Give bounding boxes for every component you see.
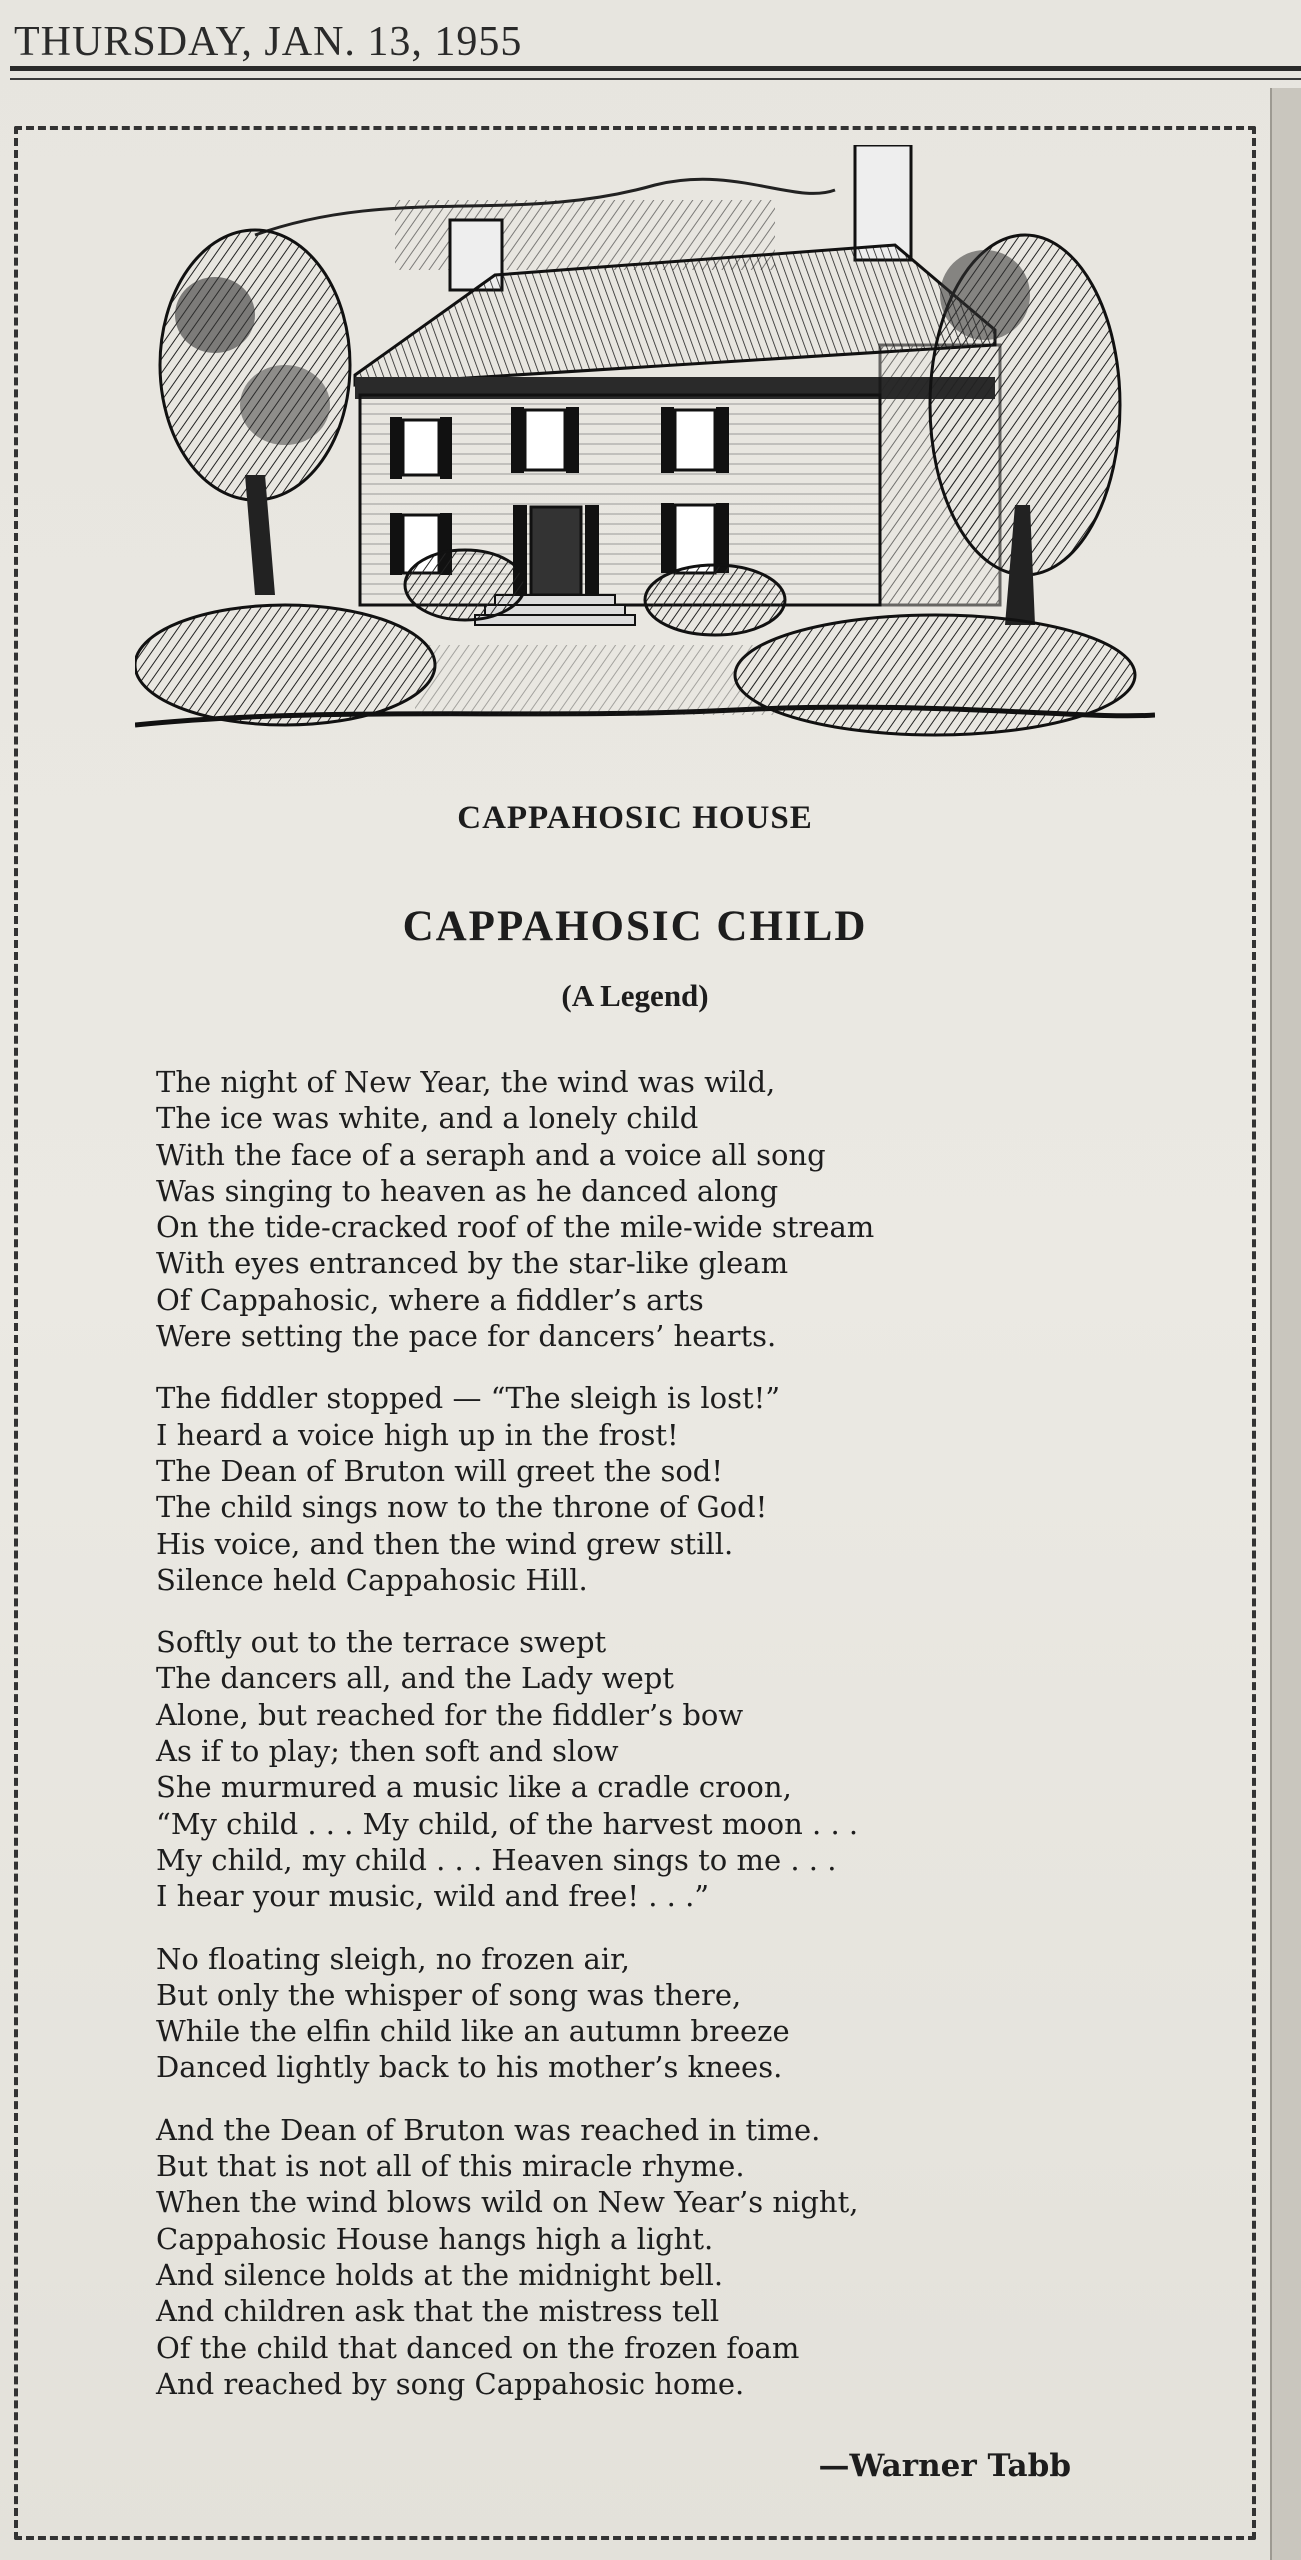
poem-line: Alone, but reached for the fiddler’s bow [156, 1697, 744, 1732]
poem-stanza [156, 1380, 1156, 1598]
header-rule-thin [10, 78, 1301, 80]
poem-line: Was singing to heaven as he danced along [156, 1173, 779, 1208]
poem-line: The night of New Year, the wind was wild, [156, 1065, 776, 1099]
poem-line: But only the whisper of song was there, [156, 1977, 742, 2012]
header-rule [10, 66, 1301, 71]
poem-line: With the face of a seraph and a voice all song [156, 1137, 826, 1172]
poem-line: When the wind blows wild on New Year’s night, [156, 2185, 859, 2220]
poem-line: And silence holds at the midnight bell. [156, 2257, 724, 2292]
poem-stanza [156, 2112, 1156, 2402]
poem-line: As if to play; then soft and slow [156, 1734, 619, 1769]
poem-line: Softly out to the terrace swept [156, 1625, 607, 1660]
poem-line: The fiddler stopped — “The sleigh is lost!” [156, 1381, 781, 1416]
poem-line: The dancers all, and the Lady wept [156, 1661, 674, 1696]
poem-line: The Dean of Bruton will greet the sod! [156, 1453, 724, 1488]
poem-line: “My child . . . My child, of the harvest moon . . . [156, 1806, 859, 1841]
poem-line: Cappahosic House hangs high a light. [156, 2221, 714, 2256]
poem-line: Of Cappahosic, where a fiddler’s arts [156, 1282, 704, 1317]
poem-stanza [156, 1624, 1156, 1914]
poem-line: His voice, and then the wind grew still. [156, 1526, 734, 1561]
poem-line: The ice was white, and a lonely child [156, 1101, 699, 1136]
poem-line: My child, my child . . . Heaven sings to me . . . [156, 1842, 837, 1877]
poem-line: The child sings now to the throne of God! [156, 1490, 768, 1525]
poem-line: And reached by song Cappahosic home. [156, 2366, 745, 2401]
poem-line: Danced lightly back to his mother’s knees. [156, 2050, 783, 2085]
poem-line: She murmured a music like a cradle croon, [156, 1770, 792, 1805]
poem-line: And children ask that the mistress tell [156, 2294, 720, 2329]
poem-line: I hear your music, wild and free! . . .” [156, 1879, 710, 1914]
poem-title: CAPPAHOSIC CHILD [402, 903, 868, 950]
dateline: THURSDAY, JAN. 13, 1955 [14, 19, 523, 65]
house-engraving-icon [135, 145, 1155, 745]
poem-line: Were setting the pace for dancers’ hearts. [156, 1319, 777, 1354]
poem-body [156, 1064, 1156, 2428]
poem-line: I heard a voice high up in the frost! [156, 1417, 679, 1452]
illustration-caption: CAPPAHOSIC HOUSE [457, 800, 813, 836]
poem-stanza [156, 1064, 1156, 1354]
poem-line: Of the child that danced on the frozen foam [156, 2330, 800, 2365]
poem-line: Silence held Cappahosic Hill. [156, 1562, 588, 1597]
adjacent-column-edge [1270, 88, 1301, 2560]
poem-line: And the Dean of Bruton was reached in time. [156, 2112, 821, 2147]
poem-author: —Warner Tabb [818, 2448, 1071, 2484]
poem-subtitle: (A Legend) [561, 978, 709, 1013]
poem-line: But that is not all of this miracle rhyme. [156, 2149, 745, 2184]
poem-stanza [156, 1941, 1156, 2086]
poem-line: With eyes entranced by the star-like gleam [156, 1246, 789, 1281]
poem-line: No floating sleigh, no frozen air, [156, 1941, 631, 1976]
poem-line: On the tide-cracked roof of the mile-wide stream [156, 1210, 875, 1245]
left-tree [160, 230, 350, 595]
poem-line: While the elfin child like an autumn breeze [156, 2014, 790, 2049]
